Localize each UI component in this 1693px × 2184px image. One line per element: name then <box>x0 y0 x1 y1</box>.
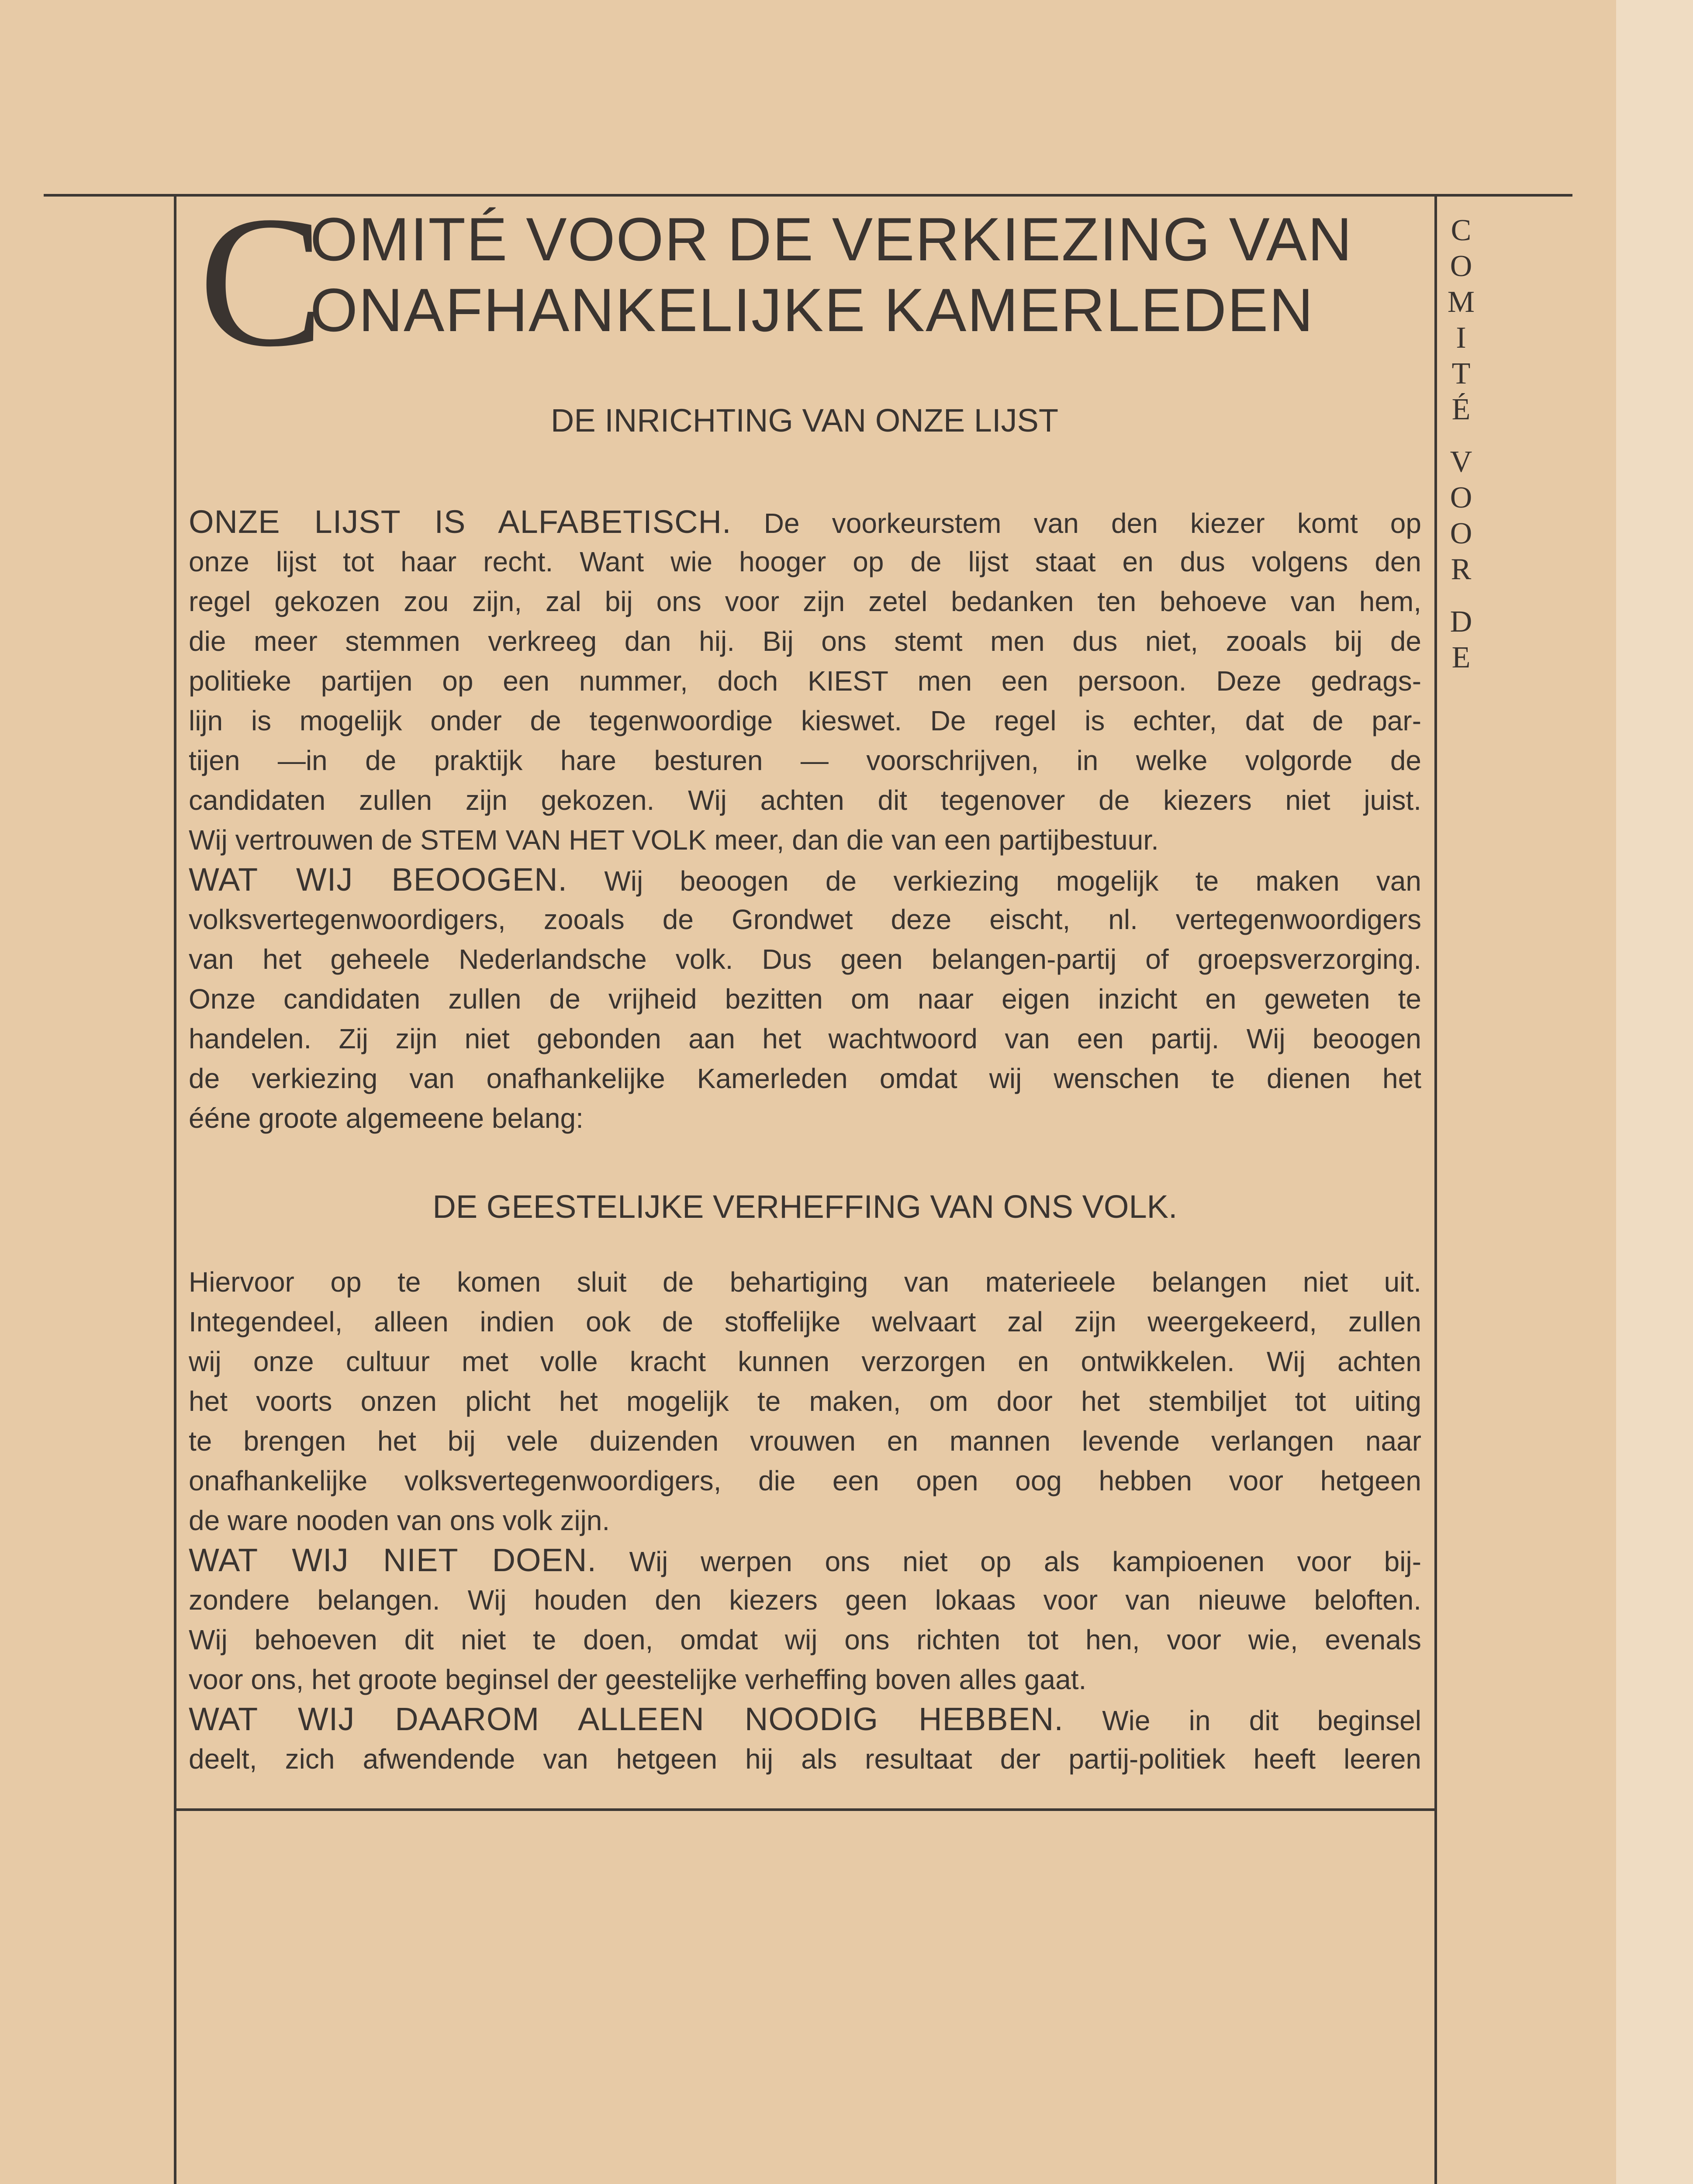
text-line <box>189 1739 1421 1779</box>
text-line <box>189 1541 1421 1580</box>
run-in-heading: WAT WIJ BEOOGEN. <box>189 861 568 898</box>
text-line <box>189 1059 1421 1098</box>
side-letter: C <box>1451 214 1472 247</box>
line-text: Wie in dit beginsel <box>1063 1705 1421 1736</box>
side-letter: R <box>1451 553 1472 586</box>
line-text: die meer stemmen verkreeg dan hij. Bij ons stemt men dus niet, zooals bij de <box>189 625 1421 657</box>
side-letter: D <box>1450 605 1472 639</box>
text-line <box>189 1461 1421 1500</box>
text-line <box>189 940 1421 979</box>
title-drop-cap: C <box>199 178 324 386</box>
text-line <box>189 542 1421 581</box>
text-line <box>189 741 1421 780</box>
text-line <box>189 860 1421 899</box>
text-line <box>189 781 1421 820</box>
run-in-heading: ONZE LIJST IS ALFABETISCH. <box>189 504 732 540</box>
text-line <box>189 1382 1421 1421</box>
line-text: onze lijst tot haar recht. Want wie hooger op de lijst staat en dus volgens den <box>189 546 1421 577</box>
line-text: tijen —in de praktijk hare besturen — voorschrijven, in welke volgorde de <box>189 745 1421 776</box>
line-text: onafhankelijke volksvertegenwoordigers, die een open oog hebben voor hetgeen <box>189 1465 1421 1496</box>
line-text: lijn is mogelijk onder de tegenwoordige kieswet. De regel is echter, dat de par- <box>189 705 1421 736</box>
text-line <box>189 661 1421 701</box>
line-text: Integendeel, alleen indien ook de stoffelijke welvaart zal zijn weergekeerd, zullen <box>189 1306 1421 1337</box>
text-line <box>189 900 1421 939</box>
line-text: te brengen het bij vele duizenden vrouwen en mannen levende verlangen naar <box>189 1425 1421 1457</box>
title-block <box>199 178 1422 386</box>
line-text: het voorts onzen plicht het mogelijk te maken, om door het stembiljet tot uiting <box>189 1386 1421 1417</box>
line-text: Wij vertrouwen de STEM VAN HET VOLK meer, dan die van een partijbestuur. <box>189 824 1159 856</box>
line-text: Wij werpen ons niet op als kampioenen voor bij- <box>596 1546 1421 1577</box>
text-line <box>189 820 1421 860</box>
text-line <box>189 1620 1421 1659</box>
text-line <box>189 701 1421 740</box>
line-text: van het geheele Nederlandsche volk. Dus geen belangen-partij of groepsverzorging. <box>189 943 1421 975</box>
text-line <box>189 582 1421 621</box>
subtitle: DE INRICHTING VAN ONZE LIJST <box>550 402 1059 439</box>
line-text: de verkiezing van onafhankelijke Kamerleden omdat wij wenschen te dienen het <box>189 1063 1421 1094</box>
line-text: wij onze cultuur met volle kracht kunnen verzorgen en ontwikkelen. Wij achten <box>189 1346 1421 1377</box>
side-letter: T <box>1451 357 1471 390</box>
text-line <box>189 1342 1421 1381</box>
text-line <box>189 1302 1421 1341</box>
line-text: volksvertegenwoordigers, zooals de Grondwet deze eischt, nl. vertegenwoordigers <box>189 904 1421 935</box>
line-text: candidaten zullen zijn gekozen. Wij achten dit tegenover de kiezers niet juist. <box>189 784 1421 816</box>
paper-edge <box>1616 0 1693 2184</box>
text-line <box>189 1019 1421 1058</box>
text-line <box>189 1421 1421 1461</box>
line-text: Onze candidaten zullen de vrijheid bezitten om naar eigen inzicht en geweten te <box>189 983 1421 1015</box>
text-line <box>189 979 1421 1019</box>
line-text: ééne groote algemeene belang: <box>189 1102 584 1134</box>
line-text: De voorkeurstem van den kiezer komt op <box>731 508 1421 539</box>
line-text: de ware nooden van ons volk zijn. <box>189 1505 610 1536</box>
side-letter: O <box>1450 249 1472 283</box>
title-line-1: OMITÉ VOOR DE VERKIEZING VAN <box>310 205 1353 273</box>
line-text: politieke partijen op een nummer, doch KIEST men een persoon. Deze gedrags- <box>189 665 1421 697</box>
text-line <box>189 1262 1421 1302</box>
text-line <box>189 1099 1421 1138</box>
text-line <box>189 1580 1421 1620</box>
side-letter: É <box>1451 393 1471 426</box>
side-letter: I <box>1456 321 1466 355</box>
title-line-2: ONAFHANKELIJKE KAMERLEDEN <box>310 276 1314 344</box>
section-heading: DE GEESTELIJKE VERHEFFING VAN ONS VOLK. <box>432 1189 1178 1225</box>
text-line <box>189 1700 1421 1739</box>
text-line <box>189 1501 1421 1540</box>
side-letter: O <box>1450 481 1472 515</box>
left-border <box>174 194 176 2184</box>
line-text: zondere belangen. Wij houden den kiezers geen lokaas voor van nieuwe beloften. <box>189 1584 1421 1616</box>
line-text: voor ons, het groote beginsel der geestelijke verheffing boven alles gaat. <box>189 1664 1087 1695</box>
line-text: Wij behoeven dit niet te doen, omdat wij ons richten tot hen, voor wie, evenals <box>189 1624 1421 1655</box>
line-text: regel gekozen zou zijn, zal bij ons voor zijn zetel bedanken ten behoeve van hem, <box>189 586 1421 617</box>
text-line <box>189 1660 1421 1699</box>
line-text: deelt, zich afwendende van hetgeen hij als resultaat der partij-politiek heeft leeren <box>189 1743 1421 1775</box>
run-in-heading: WAT WIJ NIET DOEN. <box>189 1542 597 1578</box>
side-letter: E <box>1451 641 1471 674</box>
line-text: handelen. Zij zijn niet gebonden aan het wachtwoord van een partij. Wij beoogen <box>189 1023 1421 1054</box>
text-line <box>189 622 1421 661</box>
side-letter: V <box>1450 445 1472 479</box>
side-letter: M <box>1447 285 1475 319</box>
run-in-heading: WAT WIJ DAAROM ALLEEN NOODIG HEBBEN. <box>189 1701 1064 1737</box>
side-letter: O <box>1450 517 1472 550</box>
line-text: Wij beoogen de verkiezing mogelijk te maken van <box>567 865 1421 897</box>
line-text: Hiervoor op te komen sluit de behartiging van materieele belangen niet uit. <box>189 1266 1421 1298</box>
text-line <box>189 502 1421 542</box>
text-bottom-rule <box>174 1808 1437 1811</box>
